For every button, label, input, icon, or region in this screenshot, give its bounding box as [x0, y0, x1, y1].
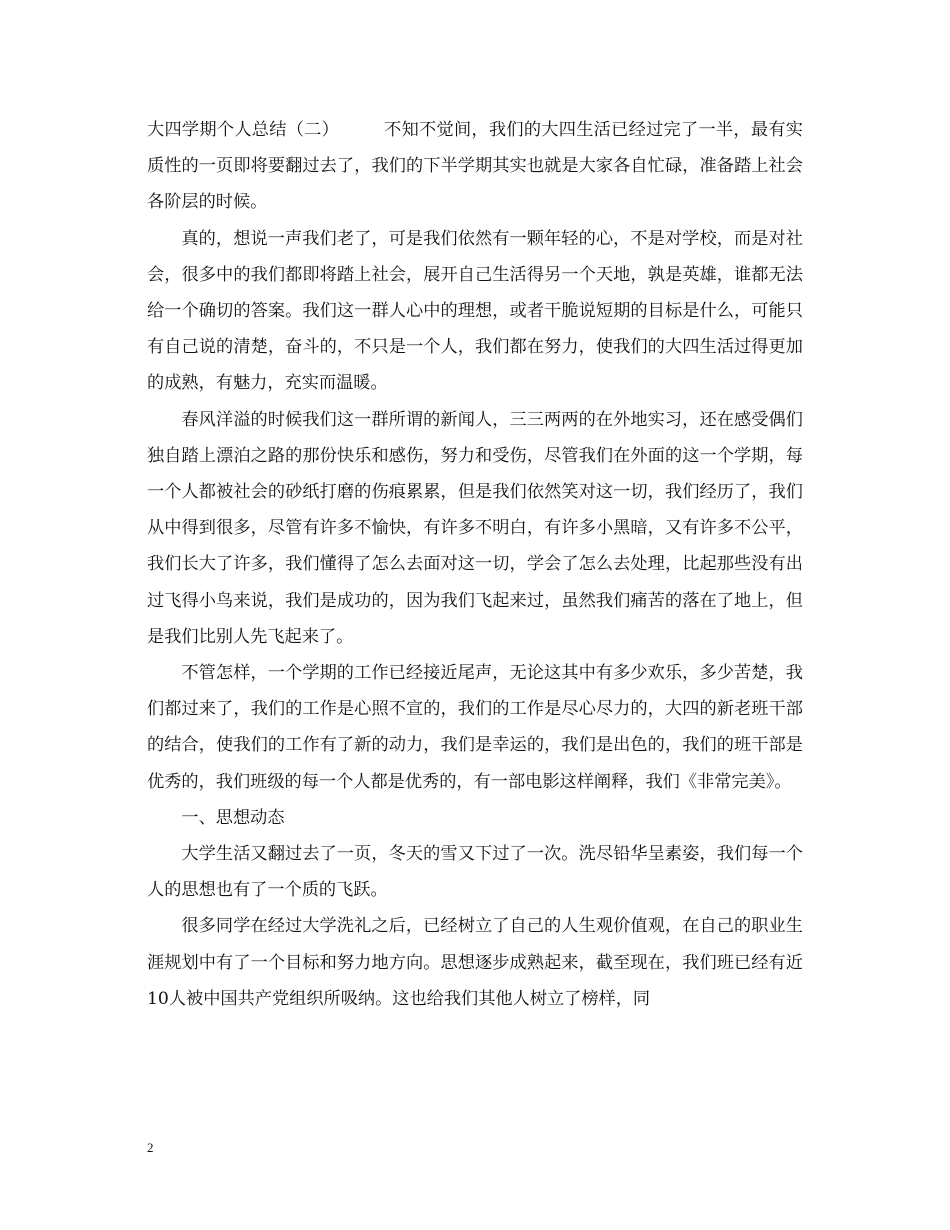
- paragraph-3: 春风洋溢的时候我们这一群所谓的新闻人，三三两两的在外地实习，还在感受偶们独自踏上漂泊之路的那份快乐和感伤，努力和受伤，尽管我们在外面的这一个学期，每一个人都被社会的砂纸打磨的伤痕累累，但是我们依然笑对这一切，我们经历了，我们从中得到很多，尽管有许多不愉快，有许多不明白，有许多小黑暗，又有许多不公平，我们长大了许多，我们懂得了怎么去面对这一切，学会了怎么去处理，比起那些没有出过飞得小鸟来说，我们是成功的，因为我们飞起来过，虽然我们痛苦的落在了地上，但是我们比别人先飞起来了。: [147, 409, 803, 647]
- page-number: 2: [147, 1140, 154, 1155]
- paragraph-1-text: 不知不觉间，我们的大四生活已经过完了一半，最有实质性的一页即将要翻过去了，我们的下半学期其实也就是大家各自忙碌，准备踏上社会各阶层的时候。: [147, 120, 803, 213]
- paragraph-5: 大学生活又翻过去了一页，冬天的雪又下过了一次。洗尽铅华呈素姿，我们每一个人的思想也有了一个质的飞跃。: [147, 844, 803, 901]
- paragraph-intro: [147, 112, 803, 221]
- document-body: [147, 112, 803, 1017]
- section-heading: 一、思想动态: [181, 807, 285, 828]
- paragraph-4: 不管怎样，一个学期的工作已经接近尾声，无论这其中有多少欢乐，多少苦楚，我们都过来了，我们的工作是心照不宣的，我们的工作是尽心尽力的，大四的新老班干部的结合，使我们的工作有了新的动力，我们是幸运的，我们是出色的，我们的班干部是优秀的，我们班级的每一个人都是优秀的，有一部电影这样阐释，我们《非常完美》。: [147, 663, 803, 792]
- paragraph-6: 很多同学在经过大学洗礼之后，已经树立了自己的人生观价值观，在自己的职业生涯规划中有了一个目标和努力地方向。思想逐步成熟起来，截至现在，我们班已经有近10人被中国共产党组织所吸纳。这也给我们其他人树立了榜样，同: [147, 916, 803, 1009]
- paragraph-2: 真的，想说一声我们老了，可是我们依然有一颗年轻的心，不是对学校，而是对社会，很多中的我们都即将踏上社会，展开自己生活得另一个天地，孰是英雄，谁都无法给一个确切的答案。我们这一群人心中的理想，或者干脆说短期的目标是什么，可能只有自己说的清楚，奋斗的，不只是一个人，我们都在努力，使我们的大四生活过得更加的成熟，有魅力，充实而温暖。: [147, 228, 803, 394]
- document-title: 大四学期个人总结（二）: [147, 120, 340, 140]
